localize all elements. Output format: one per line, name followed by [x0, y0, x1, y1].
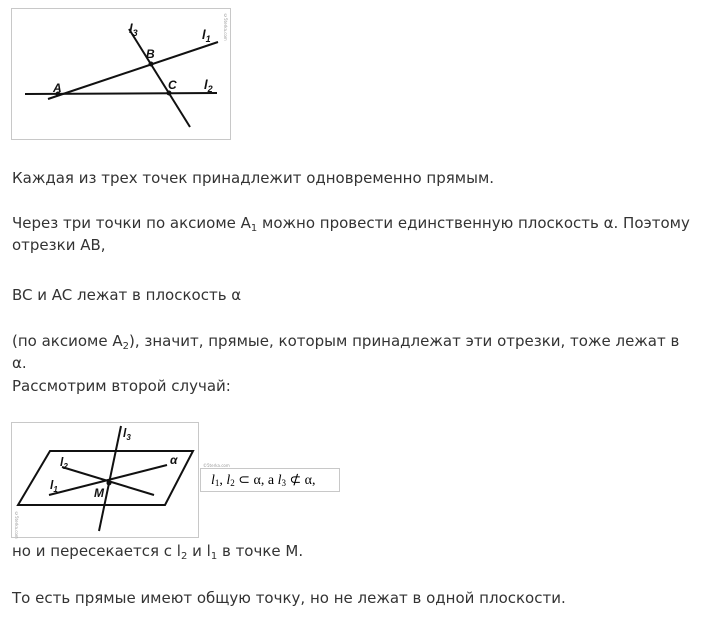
figure2-drawing: [12, 423, 198, 537]
paragraph-1: Каждая из трех точек принадлежит одновременно прямым.: [12, 169, 495, 187]
paragraph-5: Рассмотрим второй случай:: [12, 377, 231, 395]
figure-plane-lines: [11, 422, 199, 538]
point-b: [149, 62, 154, 67]
formula-box: $l_1$, $l_2$ ⊂ α, а $l_3$ ⊄ α,: [200, 468, 340, 492]
label-alpha: α: [170, 453, 178, 467]
formula-watermark: ©5terka.com: [203, 463, 230, 468]
figure-lines-intersection: [11, 8, 231, 140]
paragraph-2: Через три точки по аксиоме $A_1$ можно провести единственную плоскость α. Поэтому отрезки AB,: [12, 214, 690, 254]
label-l1: $l_1$: [202, 27, 211, 44]
label-l2: $l_2$: [60, 455, 68, 471]
figure1-watermark: ©5terka.com: [223, 13, 228, 41]
paragraph-7: То есть прямые имеют общую точку, но не лежат в одной плоскости.: [12, 589, 566, 607]
figure1-drawing: [12, 9, 230, 139]
label-m: M: [94, 486, 104, 500]
paragraph-3: BC и AC лежат в плоскость α: [12, 286, 242, 304]
figure2-watermark: ©5terka.com: [14, 511, 19, 539]
point-m: [107, 481, 112, 486]
label-l3: $l_3$: [123, 426, 131, 442]
label-l2: $l_2$: [204, 77, 213, 94]
line-l3: [129, 29, 190, 127]
paragraph-4: (по аксиоме $A_2$), значит, прямые, которым принадлежат эти отрезки, тоже лежат в α.: [12, 332, 680, 372]
label-l1: $l_1$: [50, 478, 58, 494]
paragraph-6: но и пересекается с $l_2$ и $l_1$ в точке M.: [12, 542, 304, 562]
line-l1: [48, 42, 218, 99]
label-a: A: [53, 81, 62, 95]
label-b: B: [146, 47, 155, 61]
label-l3: $l_3$: [129, 21, 138, 38]
label-c: C: [168, 78, 177, 92]
